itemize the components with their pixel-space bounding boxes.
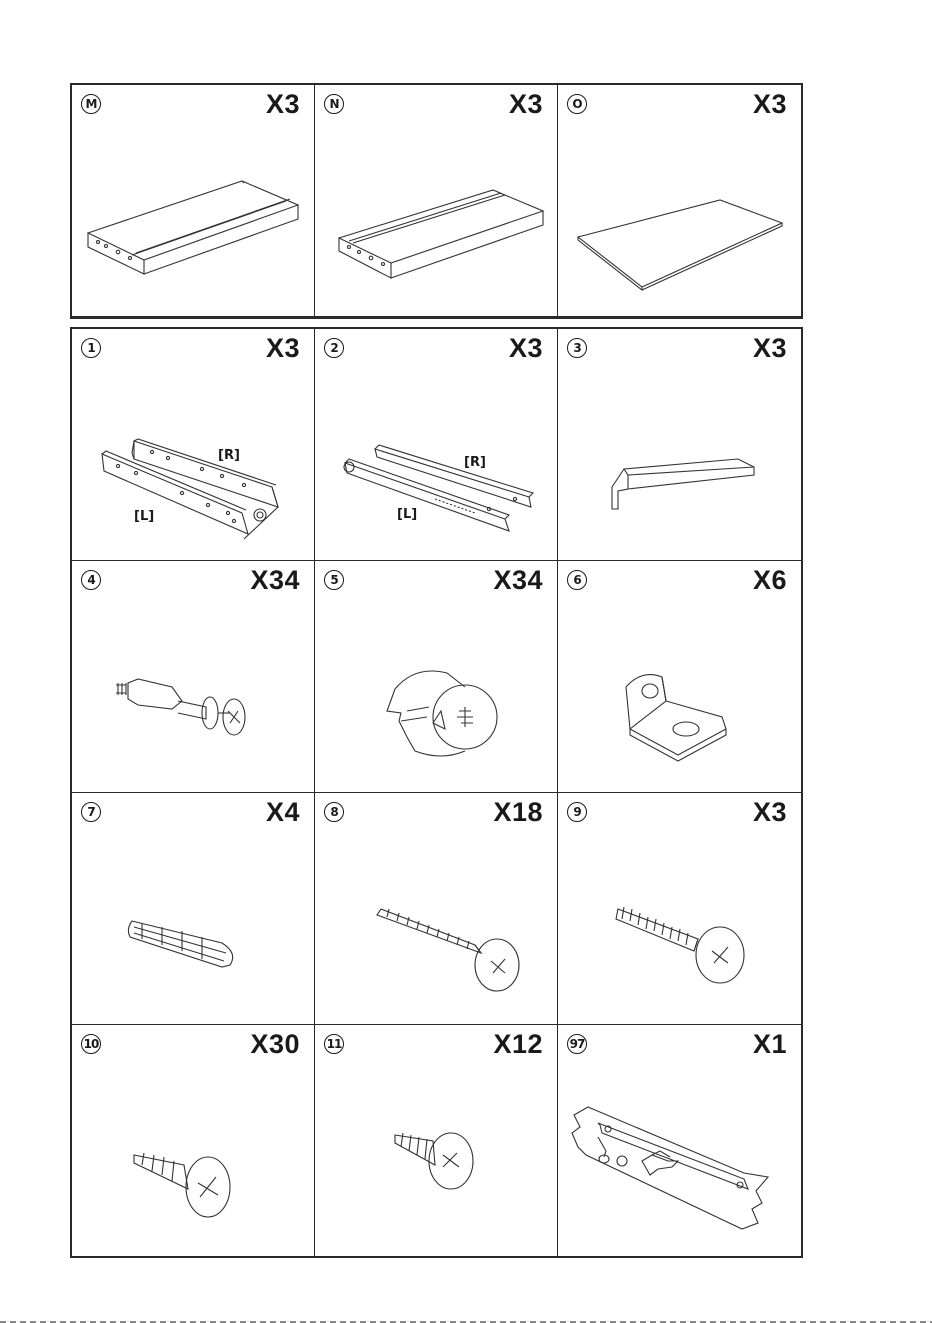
part-quantity: X3 [265, 333, 300, 363]
part-code-badge: 8 [324, 802, 344, 822]
anti-tip-kit-icon [558, 1025, 801, 1256]
panels-parts-table [70, 83, 803, 319]
part-cell-11 [315, 1025, 558, 1256]
part-cell-6 [558, 561, 801, 793]
drawer-slide-icon [72, 329, 314, 560]
long-screw-icon [315, 793, 557, 1024]
part-cell-m [72, 85, 315, 317]
part-cell-8 [315, 793, 558, 1025]
part-code-badge: 6 [567, 570, 587, 590]
part-cell-2 [315, 329, 558, 561]
part-quantity: X34 [493, 565, 543, 595]
part-cell-o [558, 85, 801, 317]
part-code-badge: 3 [567, 338, 587, 358]
part-cell-97 [558, 1025, 801, 1256]
part-cell-5 [315, 561, 558, 793]
part-quantity: X3 [752, 89, 787, 119]
short-screw-icon [72, 1025, 314, 1256]
part-cell-3 [558, 329, 801, 561]
thin-panel-icon [558, 85, 801, 316]
part-code-badge: 2 [324, 338, 344, 358]
part-code-badge: 9 [567, 802, 587, 822]
part-quantity: X6 [752, 565, 787, 595]
part-cell-9 [558, 793, 801, 1025]
part-quantity: X3 [752, 797, 787, 827]
part-code-badge: N [324, 94, 344, 114]
right-rail-label: [R] [218, 448, 240, 463]
part-quantity: X3 [508, 89, 543, 119]
left-rail-label: [L] [134, 509, 155, 524]
cam-bolt-icon [72, 561, 314, 792]
part-quantity: X12 [493, 1029, 543, 1059]
wall-screw-icon [558, 793, 801, 1024]
part-quantity: X34 [250, 565, 300, 595]
part-cell-n [315, 85, 558, 317]
part-quantity: X3 [265, 89, 300, 119]
handle-profile-icon [558, 329, 801, 560]
part-quantity: X3 [752, 333, 787, 363]
part-quantity: X4 [265, 797, 300, 827]
left-rail-label: [L] [397, 507, 418, 522]
part-code-badge: 97 [567, 1034, 587, 1054]
wall-plug-icon [72, 793, 314, 1024]
small-screw-icon [315, 1025, 557, 1256]
panel-board-icon [315, 85, 557, 316]
part-code-badge: 7 [81, 802, 101, 822]
part-code-badge: M [81, 94, 101, 114]
part-code-badge: 4 [81, 570, 101, 590]
part-code-badge: 5 [324, 570, 344, 590]
drawer-slide-icon [315, 329, 557, 560]
part-cell-7 [72, 793, 315, 1025]
part-code-badge: 11 [324, 1034, 344, 1054]
part-code-badge: O [567, 94, 587, 114]
right-rail-label: [R] [464, 455, 486, 470]
part-quantity: X18 [493, 797, 543, 827]
hardware-parts-table [70, 327, 803, 1258]
part-code-badge: 1 [81, 338, 101, 358]
part-quantity: X30 [250, 1029, 300, 1059]
cam-lock-icon [315, 561, 557, 792]
part-quantity: X3 [508, 333, 543, 363]
part-cell-4 [72, 561, 315, 793]
part-code-badge: 10 [81, 1034, 101, 1054]
angle-bracket-icon [558, 561, 801, 792]
part-cell-10 [72, 1025, 315, 1256]
part-cell-1 [72, 329, 315, 561]
panel-board-icon [72, 85, 314, 316]
part-quantity: X1 [752, 1029, 787, 1059]
